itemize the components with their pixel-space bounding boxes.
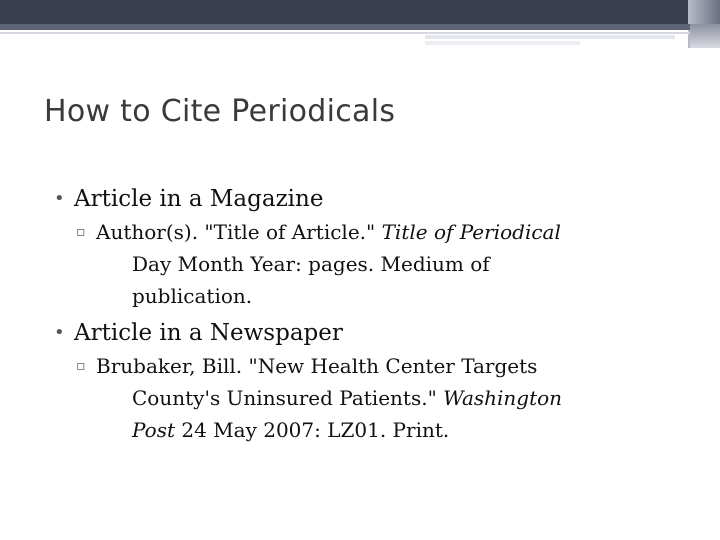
sub-bullet-line-3: Post 24 May 2007: LZ01. Print.	[132, 418, 450, 442]
header-rule-short-1	[425, 35, 675, 39]
header-corner-gradient	[690, 24, 720, 48]
sub-bullet-magazine-format	[76, 216, 674, 312]
header-rule-short-2	[425, 41, 580, 45]
slide-title: How to Cite Periodicals	[44, 94, 396, 129]
bullet-newspaper	[54, 316, 674, 350]
header-rule-light	[0, 32, 690, 34]
sub-bullet-icon: ▫	[76, 224, 86, 240]
header-rule-dark	[0, 24, 690, 30]
bullet-label: Article in a Magazine	[74, 186, 324, 212]
bullet-magazine	[54, 182, 674, 216]
sub-bullet-icon: ▫	[76, 358, 86, 374]
top-bar	[0, 0, 720, 24]
sub-bullet-line-3: publication.	[132, 284, 253, 308]
sub-bullet-line-1: Author(s). "Title of Article." Title of Periodical	[96, 220, 561, 244]
sub-bullet-newspaper-example	[76, 350, 674, 446]
bullet-icon: •	[54, 322, 65, 343]
slide-content	[54, 182, 674, 450]
bullet-label: Article in a Newspaper	[74, 320, 343, 346]
sub-bullet-line-1: Brubaker, Bill. "New Health Center Targets	[96, 354, 538, 378]
sub-bullet-line-2: Day Month Year: pages. Medium of	[132, 252, 490, 276]
sub-bullet-line-2: County's Uninsured Patients." Washington	[132, 386, 563, 410]
bullet-icon: •	[54, 188, 65, 209]
